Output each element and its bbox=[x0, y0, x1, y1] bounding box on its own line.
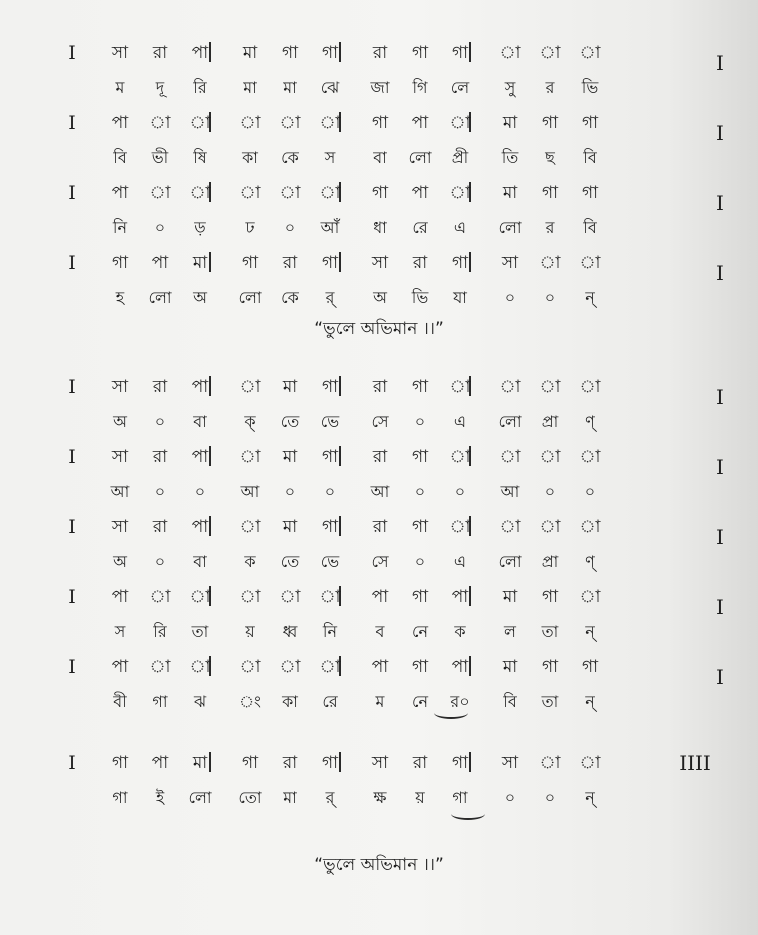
lyric-syllable: নি bbox=[322, 622, 338, 641]
swara-note: সা bbox=[501, 753, 519, 773]
swara-note: া bbox=[449, 447, 471, 467]
end-bar-mark: I bbox=[716, 595, 724, 619]
lyric-syllable: কা bbox=[242, 148, 258, 167]
swara-note: গা bbox=[581, 113, 599, 133]
lyric-syllable: ০ bbox=[584, 482, 596, 501]
swara-note: গা bbox=[581, 183, 599, 203]
lyric-syllable: ণ্ bbox=[585, 412, 595, 431]
lyric-syllable: র bbox=[545, 78, 555, 97]
lyric-syllable: ০ bbox=[284, 482, 296, 501]
lyric-syllable: য় bbox=[245, 622, 255, 641]
swara-note: পা bbox=[111, 587, 129, 607]
lyric-syllable: ক bbox=[454, 622, 466, 641]
lyric-row bbox=[60, 477, 660, 507]
swara-row bbox=[60, 248, 660, 278]
lyric-row bbox=[60, 617, 660, 647]
swara-note: া bbox=[239, 447, 261, 467]
swara-note: পা bbox=[191, 43, 209, 63]
end-bar-mark: I bbox=[716, 191, 724, 215]
swara-note: পা bbox=[451, 657, 469, 677]
swara-note: া bbox=[189, 183, 211, 203]
lyric-syllable: ক্ষ bbox=[373, 788, 387, 807]
lyric-syllable: নে bbox=[411, 692, 429, 711]
lyric-syllable: বী bbox=[113, 692, 127, 711]
swara-note: া bbox=[499, 447, 521, 467]
swara-note: গা bbox=[111, 253, 129, 273]
swara-row bbox=[60, 582, 660, 612]
swara-note: মা bbox=[282, 447, 298, 467]
swara-note: া bbox=[449, 517, 471, 537]
lyric-syllable: মা bbox=[243, 78, 257, 97]
swara-note: া bbox=[239, 587, 261, 607]
lyric-syllable: ম bbox=[115, 78, 125, 97]
lyric-syllable: লো bbox=[498, 218, 522, 237]
swara-note: া bbox=[239, 377, 261, 397]
swara-note: সা bbox=[111, 517, 129, 537]
lyric-syllable: র্ bbox=[325, 788, 335, 807]
swara-note: া bbox=[539, 377, 561, 397]
swara-note: রা bbox=[282, 753, 298, 773]
lyric-syllable: তা bbox=[541, 692, 559, 711]
swara-row bbox=[60, 178, 660, 208]
lyric-syllable: তে bbox=[280, 412, 300, 431]
swara-note: গা bbox=[581, 657, 599, 677]
swara-note: া bbox=[579, 587, 601, 607]
lyric-syllable: ব bbox=[375, 622, 385, 641]
swara-note: গা bbox=[111, 753, 129, 773]
lyric-syllable: ন্ bbox=[585, 288, 595, 307]
lyric-syllable: নে bbox=[411, 622, 429, 641]
swara-note: া bbox=[279, 183, 301, 203]
lyric-row bbox=[60, 143, 660, 173]
lyric-syllable: ০ bbox=[194, 482, 206, 501]
lyric-syllable: প্রী bbox=[451, 148, 469, 167]
lyric-syllable: লো bbox=[148, 288, 172, 307]
lyric-syllable: ড় bbox=[194, 218, 206, 237]
swara-note: রা bbox=[152, 43, 168, 63]
lyric-syllable: মা bbox=[283, 788, 297, 807]
lyric-syllable: তো bbox=[238, 788, 262, 807]
lyric-syllable: ঢ bbox=[245, 218, 255, 237]
lyric-syllable: য় bbox=[415, 788, 425, 807]
lyric-syllable: ক bbox=[244, 552, 256, 571]
swara-note: গা bbox=[541, 183, 559, 203]
swara-row bbox=[60, 652, 660, 682]
swara-note: া bbox=[239, 517, 261, 537]
swara-note: রা bbox=[412, 753, 428, 773]
lyric-syllable: এ bbox=[453, 218, 467, 237]
swara-note: া bbox=[499, 377, 521, 397]
swara-note: া bbox=[319, 113, 341, 133]
swara-row bbox=[60, 108, 660, 138]
lyric-syllable: লো bbox=[408, 148, 432, 167]
swara-note: া bbox=[239, 113, 261, 133]
swara-note: মা bbox=[282, 377, 298, 397]
swara-note: সা bbox=[501, 253, 519, 273]
lyric-syllable: বি bbox=[503, 692, 517, 711]
swara-note: গা bbox=[321, 753, 339, 773]
end-bar-mark: I bbox=[716, 121, 724, 145]
swara-note: া bbox=[279, 587, 301, 607]
swara-note: পা bbox=[111, 657, 129, 677]
swara-note: গা bbox=[541, 587, 559, 607]
lyric-syllable: লো bbox=[188, 788, 212, 807]
lyric-syllable: ০ bbox=[154, 218, 166, 237]
swara-note: গা bbox=[411, 43, 429, 63]
swara-note: গা bbox=[411, 657, 429, 677]
swara-note: া bbox=[579, 253, 601, 273]
swara-note: মা bbox=[192, 753, 208, 773]
swara-note: া bbox=[149, 183, 171, 203]
swara-note: া bbox=[149, 113, 171, 133]
swara-note: গা bbox=[281, 43, 299, 63]
slur-mark bbox=[451, 808, 485, 820]
swara-note: পা bbox=[191, 377, 209, 397]
swara-note: পা bbox=[451, 587, 469, 607]
swara-note: গা bbox=[541, 657, 559, 677]
swara-row bbox=[60, 372, 660, 402]
swara-note: মা bbox=[242, 43, 258, 63]
lyric-syllable: ০ bbox=[154, 482, 166, 501]
lyric-syllable: লে bbox=[450, 78, 470, 97]
lyric-syllable: র০ bbox=[450, 692, 470, 711]
swara-note: গা bbox=[411, 587, 429, 607]
lyric-syllable: অ bbox=[113, 412, 127, 431]
lyric-syllable: লো bbox=[498, 412, 522, 431]
swara-note: া bbox=[279, 113, 301, 133]
lyric-syllable: ন্ bbox=[585, 692, 595, 711]
swara-note: া bbox=[579, 377, 601, 397]
lyric-syllable: ০ bbox=[544, 288, 556, 307]
lyric-syllable: ম bbox=[375, 692, 385, 711]
lyric-syllable: বি bbox=[583, 218, 597, 237]
swara-note: া bbox=[539, 253, 561, 273]
lyric-syllable: সু bbox=[504, 78, 516, 97]
lyric-syllable: ০ bbox=[544, 482, 556, 501]
lyric-syllable: আ bbox=[110, 482, 130, 501]
swara-note: া bbox=[499, 43, 521, 63]
swara-row bbox=[60, 442, 660, 472]
lyric-row bbox=[60, 547, 660, 577]
swara-note: া bbox=[189, 113, 211, 133]
swara-note: পা bbox=[111, 183, 129, 203]
lyric-syllable: লো bbox=[498, 552, 522, 571]
end-bar-mark: I bbox=[716, 51, 724, 75]
lyric-syllable: ই bbox=[155, 788, 165, 807]
swara-note: া bbox=[449, 183, 471, 203]
lyric-syllable: ঝে bbox=[320, 78, 340, 97]
swara-note: গা bbox=[241, 253, 259, 273]
swara-note: রা bbox=[282, 253, 298, 273]
lyric-syllable: গা bbox=[452, 788, 468, 807]
lyric-syllable: ভি bbox=[411, 288, 429, 307]
lyric-syllable: তা bbox=[541, 622, 559, 641]
lyric-syllable: ০ bbox=[544, 788, 556, 807]
swara-note: সা bbox=[371, 253, 389, 273]
end-bar-mark: I bbox=[716, 525, 724, 549]
lyric-syllable: লো bbox=[238, 288, 262, 307]
start-bar-mark: I bbox=[68, 446, 76, 468]
swara-note: গা bbox=[411, 377, 429, 397]
lyric-syllable: ০ bbox=[284, 218, 296, 237]
swara-note: রা bbox=[372, 517, 388, 537]
lyric-syllable: আ bbox=[500, 482, 520, 501]
lyric-syllable: ভে bbox=[320, 552, 340, 571]
lyric-syllable: গা bbox=[152, 692, 168, 711]
swara-note: া bbox=[539, 753, 561, 773]
lyric-syllable: স bbox=[114, 622, 126, 641]
swara-note: রা bbox=[152, 517, 168, 537]
lyric-syllable: দূ bbox=[155, 78, 165, 97]
swara-note: রা bbox=[412, 253, 428, 273]
swara-note: া bbox=[149, 657, 171, 677]
swara-note: মা bbox=[502, 587, 518, 607]
swara-note: পা bbox=[151, 753, 169, 773]
swara-note: পা bbox=[191, 517, 209, 537]
swara-note: া bbox=[319, 183, 341, 203]
swara-note: রা bbox=[372, 377, 388, 397]
lyric-syllable: যা bbox=[453, 288, 467, 307]
lyric-row bbox=[60, 687, 660, 717]
swara-note: া bbox=[539, 43, 561, 63]
swara-note: সা bbox=[371, 753, 389, 773]
swara-note: পা bbox=[111, 113, 129, 133]
swara-note: পা bbox=[191, 447, 209, 467]
lyric-syllable: হ bbox=[115, 288, 125, 307]
swara-note: গা bbox=[321, 253, 339, 273]
swara-row bbox=[60, 38, 660, 68]
swara-note: া bbox=[319, 657, 341, 677]
swara-note: গা bbox=[541, 113, 559, 133]
start-bar-mark: I bbox=[68, 42, 76, 64]
lyric-syllable: ভে bbox=[320, 412, 340, 431]
swara-note: গা bbox=[411, 447, 429, 467]
swara-note: া bbox=[239, 183, 261, 203]
swara-note: গা bbox=[451, 253, 469, 273]
lyric-syllable: ০ bbox=[454, 482, 466, 501]
lyric-row bbox=[60, 783, 660, 813]
lyric-syllable: ০ bbox=[324, 482, 336, 501]
lyric-syllable: ল bbox=[504, 622, 516, 641]
swara-note: া bbox=[449, 113, 471, 133]
swara-note: গা bbox=[321, 447, 339, 467]
start-bar-mark: I bbox=[68, 252, 76, 274]
lyric-syllable: প্রা bbox=[541, 412, 559, 431]
lyric-syllable: ধা bbox=[373, 218, 387, 237]
swara-note: পা bbox=[371, 657, 389, 677]
lyric-syllable: কে bbox=[281, 148, 299, 167]
start-bar-mark: I bbox=[68, 656, 76, 678]
swara-note: মা bbox=[282, 517, 298, 537]
swara-note: রা bbox=[152, 447, 168, 467]
lyric-syllable: রে bbox=[412, 218, 428, 237]
start-bar-mark: I bbox=[68, 752, 76, 774]
lyric-syllable: অ bbox=[193, 288, 207, 307]
lyric-syllable: ০ bbox=[414, 552, 426, 571]
start-bar-mark: I bbox=[68, 586, 76, 608]
swara-note: পা bbox=[371, 587, 389, 607]
lyric-syllable: গি bbox=[412, 78, 428, 97]
swara-row bbox=[60, 748, 660, 778]
swara-note: া bbox=[189, 587, 211, 607]
lyric-syllable: কে bbox=[281, 288, 299, 307]
swara-note: া bbox=[239, 657, 261, 677]
lyric-syllable: বি bbox=[583, 148, 597, 167]
swara-note: া bbox=[449, 377, 471, 397]
swara-note: রা bbox=[372, 43, 388, 63]
swara-note: গা bbox=[411, 517, 429, 537]
swara-note: রা bbox=[152, 377, 168, 397]
lyric-syllable: ক্ bbox=[244, 412, 256, 431]
swara-note: মা bbox=[502, 183, 518, 203]
lyric-syllable: র্ bbox=[325, 288, 335, 307]
slur-mark bbox=[434, 707, 468, 719]
start-bar-mark: I bbox=[68, 376, 76, 398]
end-bar-mark: I bbox=[716, 455, 724, 479]
end-bar-mark: I bbox=[716, 385, 724, 409]
swara-note: া bbox=[279, 657, 301, 677]
start-bar-mark: I bbox=[68, 516, 76, 538]
start-bar-mark: I bbox=[68, 182, 76, 204]
lyric-syllable: ন্ bbox=[585, 788, 595, 807]
swara-note: মা bbox=[502, 113, 518, 133]
swara-note: পা bbox=[411, 113, 429, 133]
lyric-syllable: আ bbox=[370, 482, 390, 501]
swara-note: গা bbox=[371, 183, 389, 203]
swara-note: সা bbox=[111, 377, 129, 397]
lyric-syllable: ০ bbox=[414, 412, 426, 431]
swara-note: গা bbox=[451, 43, 469, 63]
swara-note: া bbox=[149, 587, 171, 607]
swara-note: া bbox=[539, 517, 561, 537]
swara-note: গা bbox=[321, 517, 339, 537]
lyric-syllable: বি bbox=[113, 148, 127, 167]
caption-final: “ভুলে অভিমান ।।” bbox=[314, 855, 444, 875]
lyric-syllable: অ bbox=[373, 288, 387, 307]
lyric-syllable: জা bbox=[370, 78, 390, 97]
lyric-syllable: ০ bbox=[154, 552, 166, 571]
swara-note: পা bbox=[411, 183, 429, 203]
swara-note: সা bbox=[111, 447, 129, 467]
lyric-syllable: ঝ bbox=[193, 692, 207, 711]
lyric-syllable: ০ bbox=[414, 482, 426, 501]
swara-note: গা bbox=[451, 753, 469, 773]
swara-note: পা bbox=[151, 253, 169, 273]
swara-note: া bbox=[579, 43, 601, 63]
swara-note: গা bbox=[241, 753, 259, 773]
swara-note: া bbox=[579, 753, 601, 773]
lyric-syllable: ং bbox=[239, 692, 261, 711]
swara-note: া bbox=[579, 517, 601, 537]
lyric-syllable: এ bbox=[453, 552, 467, 571]
swara-note: মা bbox=[192, 253, 208, 273]
end-bar-mark: I bbox=[716, 665, 724, 689]
lyric-syllable: আঁ bbox=[320, 218, 340, 237]
lyric-syllable: ণ্ bbox=[585, 552, 595, 571]
lyric-syllable: ০ bbox=[504, 788, 516, 807]
lyric-syllable: ছ bbox=[545, 148, 555, 167]
swara-note: া bbox=[189, 657, 211, 677]
lyric-row bbox=[60, 283, 660, 313]
lyric-syllable: প্রা bbox=[541, 552, 559, 571]
lyric-syllable: তি bbox=[501, 148, 519, 167]
lyric-syllable: স bbox=[324, 148, 336, 167]
caption-first: “ভুলে অভিমান ।।” bbox=[314, 319, 444, 339]
lyric-syllable: মা bbox=[283, 78, 297, 97]
lyric-syllable: আ bbox=[240, 482, 260, 501]
start-bar-mark: I bbox=[68, 112, 76, 134]
lyric-syllable: র bbox=[545, 218, 555, 237]
swara-note: া bbox=[539, 447, 561, 467]
lyric-syllable: ন্ bbox=[585, 622, 595, 641]
lyric-syllable: গা bbox=[112, 788, 128, 807]
lyric-row bbox=[60, 73, 660, 103]
lyric-syllable: ভী bbox=[151, 148, 169, 167]
lyric-syllable: সে bbox=[371, 412, 389, 431]
swara-note: গা bbox=[321, 43, 339, 63]
swara-note: া bbox=[579, 447, 601, 467]
lyric-syllable: ধ্ব bbox=[282, 622, 298, 641]
end-bar-mark: IIII bbox=[679, 751, 711, 775]
end-bar-mark: I bbox=[716, 261, 724, 285]
lyric-syllable: ভি bbox=[581, 78, 599, 97]
lyric-syllable: কা bbox=[282, 692, 298, 711]
swara-note: গা bbox=[371, 113, 389, 133]
swara-note: া bbox=[499, 517, 521, 537]
lyric-syllable: নি bbox=[112, 218, 128, 237]
lyric-syllable: তে bbox=[280, 552, 300, 571]
lyric-syllable: বা bbox=[193, 412, 207, 431]
lyric-syllable: রি bbox=[153, 622, 167, 641]
swara-note: রা bbox=[372, 447, 388, 467]
lyric-syllable: এ bbox=[453, 412, 467, 431]
swara-row bbox=[60, 512, 660, 542]
lyric-syllable: বা bbox=[193, 552, 207, 571]
lyric-row bbox=[60, 407, 660, 437]
lyric-syllable: ০ bbox=[504, 288, 516, 307]
swara-note: সা bbox=[111, 43, 129, 63]
lyric-syllable: রি bbox=[193, 78, 207, 97]
swara-note: মা bbox=[502, 657, 518, 677]
lyric-syllable: ০ bbox=[154, 412, 166, 431]
lyric-syllable: রে bbox=[322, 692, 338, 711]
lyric-syllable: সে bbox=[371, 552, 389, 571]
lyric-syllable: বা bbox=[373, 148, 387, 167]
lyric-syllable: অ bbox=[113, 552, 127, 571]
swara-note: গা bbox=[321, 377, 339, 397]
lyric-syllable: তা bbox=[191, 622, 209, 641]
lyric-syllable: ষি bbox=[193, 148, 207, 167]
swara-note: া bbox=[319, 587, 341, 607]
lyric-row bbox=[60, 213, 660, 243]
